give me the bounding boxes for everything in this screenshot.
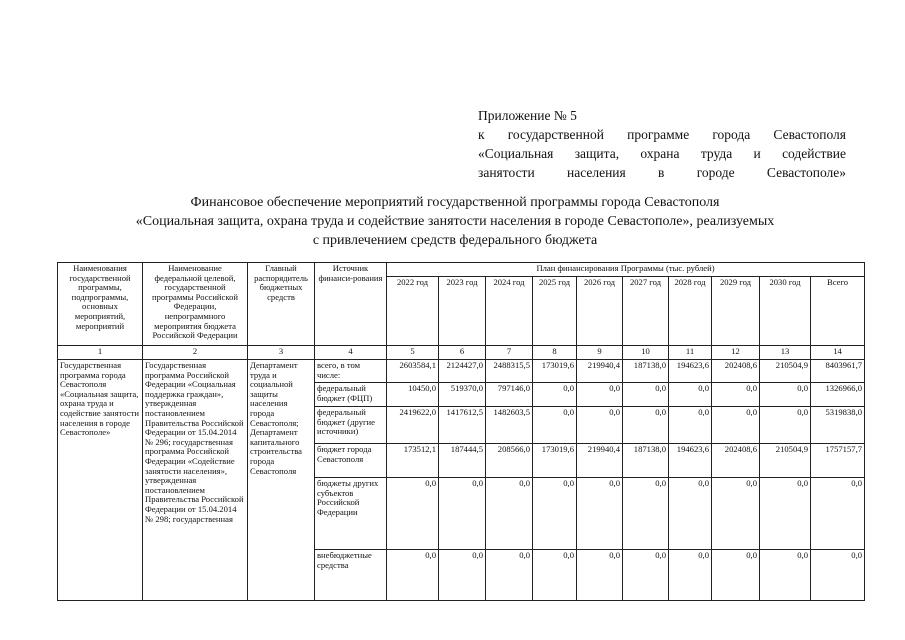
- value-cell: 0,0: [577, 550, 623, 601]
- column-number: 1: [58, 346, 143, 360]
- value-cell: 0,0: [811, 550, 865, 601]
- value-cell: 0,0: [760, 407, 811, 444]
- column-number: 10: [623, 346, 669, 360]
- funding-source-cell: внебюджетные средства: [315, 550, 387, 601]
- title-line: с привлечением средств федерального бюджета: [312, 233, 598, 248]
- value-cell: 0,0: [577, 478, 623, 550]
- column-number: 6: [439, 346, 486, 360]
- value-cell: 0,0: [712, 383, 760, 407]
- value-cell: 194623,6: [669, 444, 712, 478]
- column-number: 7: [486, 346, 533, 360]
- header-year: 2025 год: [533, 277, 577, 346]
- value-cell: 0,0: [486, 550, 533, 601]
- header-administrator: Главный распорядитель бюджетных средств: [248, 263, 315, 346]
- value-cell: 0,0: [533, 383, 577, 407]
- column-number: 8: [533, 346, 577, 360]
- value-cell: 187138,0: [623, 444, 669, 478]
- column-number: 11: [669, 346, 712, 360]
- value-cell: 173019,6: [533, 360, 577, 383]
- appendix-block: [478, 106, 846, 182]
- header-year: 2024 год: [486, 277, 533, 346]
- value-cell: 173512,1: [387, 444, 439, 478]
- value-cell: 0,0: [669, 478, 712, 550]
- header-year: 2022 год: [387, 277, 439, 346]
- value-cell: 0,0: [623, 383, 669, 407]
- value-cell: 210504,9: [760, 360, 811, 383]
- column-number: 12: [712, 346, 760, 360]
- value-cell: 5319838,0: [811, 407, 865, 444]
- value-cell: 173019,6: [533, 444, 577, 478]
- header-funding-source: Источник финанси-рования: [315, 263, 387, 346]
- federal-program-cell: Государственная программа Российской Федерации «Социальная поддержка граждан», утвержденная постановлением Правительства Российской Федерации от 15.04.2014 № 296; государственная программа Российской Федерации «Содействие занятости населения», утвержденная постановлением Правительства Российской Федерации от 15.04.2014 № 298; государственная: [143, 360, 248, 601]
- header-year: 2026 год: [577, 277, 623, 346]
- header-year: 2028 год: [669, 277, 712, 346]
- value-cell: 2124427,0: [439, 360, 486, 383]
- column-number: 3: [248, 346, 315, 360]
- value-cell: 0,0: [533, 407, 577, 444]
- funding-source-cell: бюджет города Севастополя: [315, 444, 387, 478]
- value-cell: 210504,9: [760, 444, 811, 478]
- column-number: 5: [387, 346, 439, 360]
- value-cell: 0,0: [712, 407, 760, 444]
- value-cell: 0,0: [712, 550, 760, 601]
- funding-source-cell: всего, в том числе:: [315, 360, 387, 383]
- value-cell: 0,0: [387, 478, 439, 550]
- value-cell: 0,0: [760, 550, 811, 601]
- value-cell: 2603584,1: [387, 360, 439, 383]
- column-number: 13: [760, 346, 811, 360]
- column-number: 2: [143, 346, 248, 360]
- value-cell: 0,0: [760, 383, 811, 407]
- value-cell: 0,0: [533, 550, 577, 601]
- value-cell: 187138,0: [623, 360, 669, 383]
- table-row: [58, 360, 865, 383]
- column-number: 14: [811, 346, 865, 360]
- value-cell: 0,0: [669, 550, 712, 601]
- funding-source-cell: бюджеты других субъектов Российской Федерации: [315, 478, 387, 550]
- value-cell: 0,0: [533, 478, 577, 550]
- header-year: 2027 год: [623, 277, 669, 346]
- value-cell: 519370,0: [439, 383, 486, 407]
- header-year: 2029 год: [712, 277, 760, 346]
- administrator-cell: Департамент труда и социальной защиты населения города Севастополя; Департамент капитального строительства города Севастополя: [248, 360, 315, 601]
- value-cell: 0,0: [669, 407, 712, 444]
- value-cell: 0,0: [387, 550, 439, 601]
- financing-table: [57, 262, 865, 601]
- title-line: «Социальная защита, охрана труда и содействие занятости населения в городе Севастополе», реализуемых: [135, 214, 775, 229]
- value-cell: 0,0: [760, 478, 811, 550]
- value-cell: 1482603,5: [486, 407, 533, 444]
- value-cell: 219940,4: [577, 444, 623, 478]
- header-year: Всего: [811, 277, 865, 346]
- value-cell: 0,0: [669, 383, 712, 407]
- program-name-cell: Государственная программа города Севастополя «Социальная защита, охрана труда и содействие занятости населения в городе Севастополе»: [58, 360, 143, 601]
- value-cell: 2488315,5: [486, 360, 533, 383]
- value-cell: 208566,0: [486, 444, 533, 478]
- appendix-line: Приложение № 5: [478, 108, 577, 123]
- value-cell: 187444,5: [439, 444, 486, 478]
- value-cell: 0,0: [486, 478, 533, 550]
- value-cell: 0,0: [811, 478, 865, 550]
- funding-source-cell: федеральный бюджет (ФЦП): [315, 383, 387, 407]
- value-cell: 8403961,7: [811, 360, 865, 383]
- appendix-line: занятости населения в городе Севастополе»: [478, 165, 846, 180]
- value-cell: 0,0: [439, 550, 486, 601]
- table-header-row: [58, 263, 865, 277]
- appendix-line: «Социальная защита, охрана труда и содействие: [478, 146, 846, 161]
- value-cell: 194623,6: [669, 360, 712, 383]
- value-cell: 0,0: [577, 383, 623, 407]
- value-cell: 0,0: [623, 407, 669, 444]
- title-line: Финансовое обеспечение мероприятий государственной программы города Севастополя: [190, 195, 720, 210]
- value-cell: 219940,4: [577, 360, 623, 383]
- value-cell: 202408,6: [712, 444, 760, 478]
- value-cell: 0,0: [623, 550, 669, 601]
- value-cell: 0,0: [439, 478, 486, 550]
- header-year: 2023 год: [439, 277, 486, 346]
- header-federal-program: Наименование федеральной целевой, государственной программы Российской Федерации, непрограммного мероприятия бюджета Российской Федерации: [143, 263, 248, 346]
- document-title: [60, 193, 850, 250]
- value-cell: 797146,0: [486, 383, 533, 407]
- table-column-number-row: [58, 346, 865, 360]
- value-cell: 1757157,7: [811, 444, 865, 478]
- value-cell: 0,0: [712, 478, 760, 550]
- header-year: 2030 год: [760, 277, 811, 346]
- value-cell: 0,0: [577, 407, 623, 444]
- value-cell: 1326966,0: [811, 383, 865, 407]
- column-number: 9: [577, 346, 623, 360]
- header-program-name: Наименования государственной программы, подпрограммы, основных мероприятий, мероприятий: [58, 263, 143, 346]
- value-cell: 2419622,0: [387, 407, 439, 444]
- value-cell: 1417612,5: [439, 407, 486, 444]
- value-cell: 202408,6: [712, 360, 760, 383]
- appendix-line: к государственной программе города Севастополя: [478, 127, 846, 142]
- funding-source-cell: федеральный бюджет (другие источники): [315, 407, 387, 444]
- value-cell: 10450,0: [387, 383, 439, 407]
- header-plan: План финансирования Программы (тыс. рублей): [387, 263, 865, 277]
- value-cell: 0,0: [623, 478, 669, 550]
- column-number: 4: [315, 346, 387, 360]
